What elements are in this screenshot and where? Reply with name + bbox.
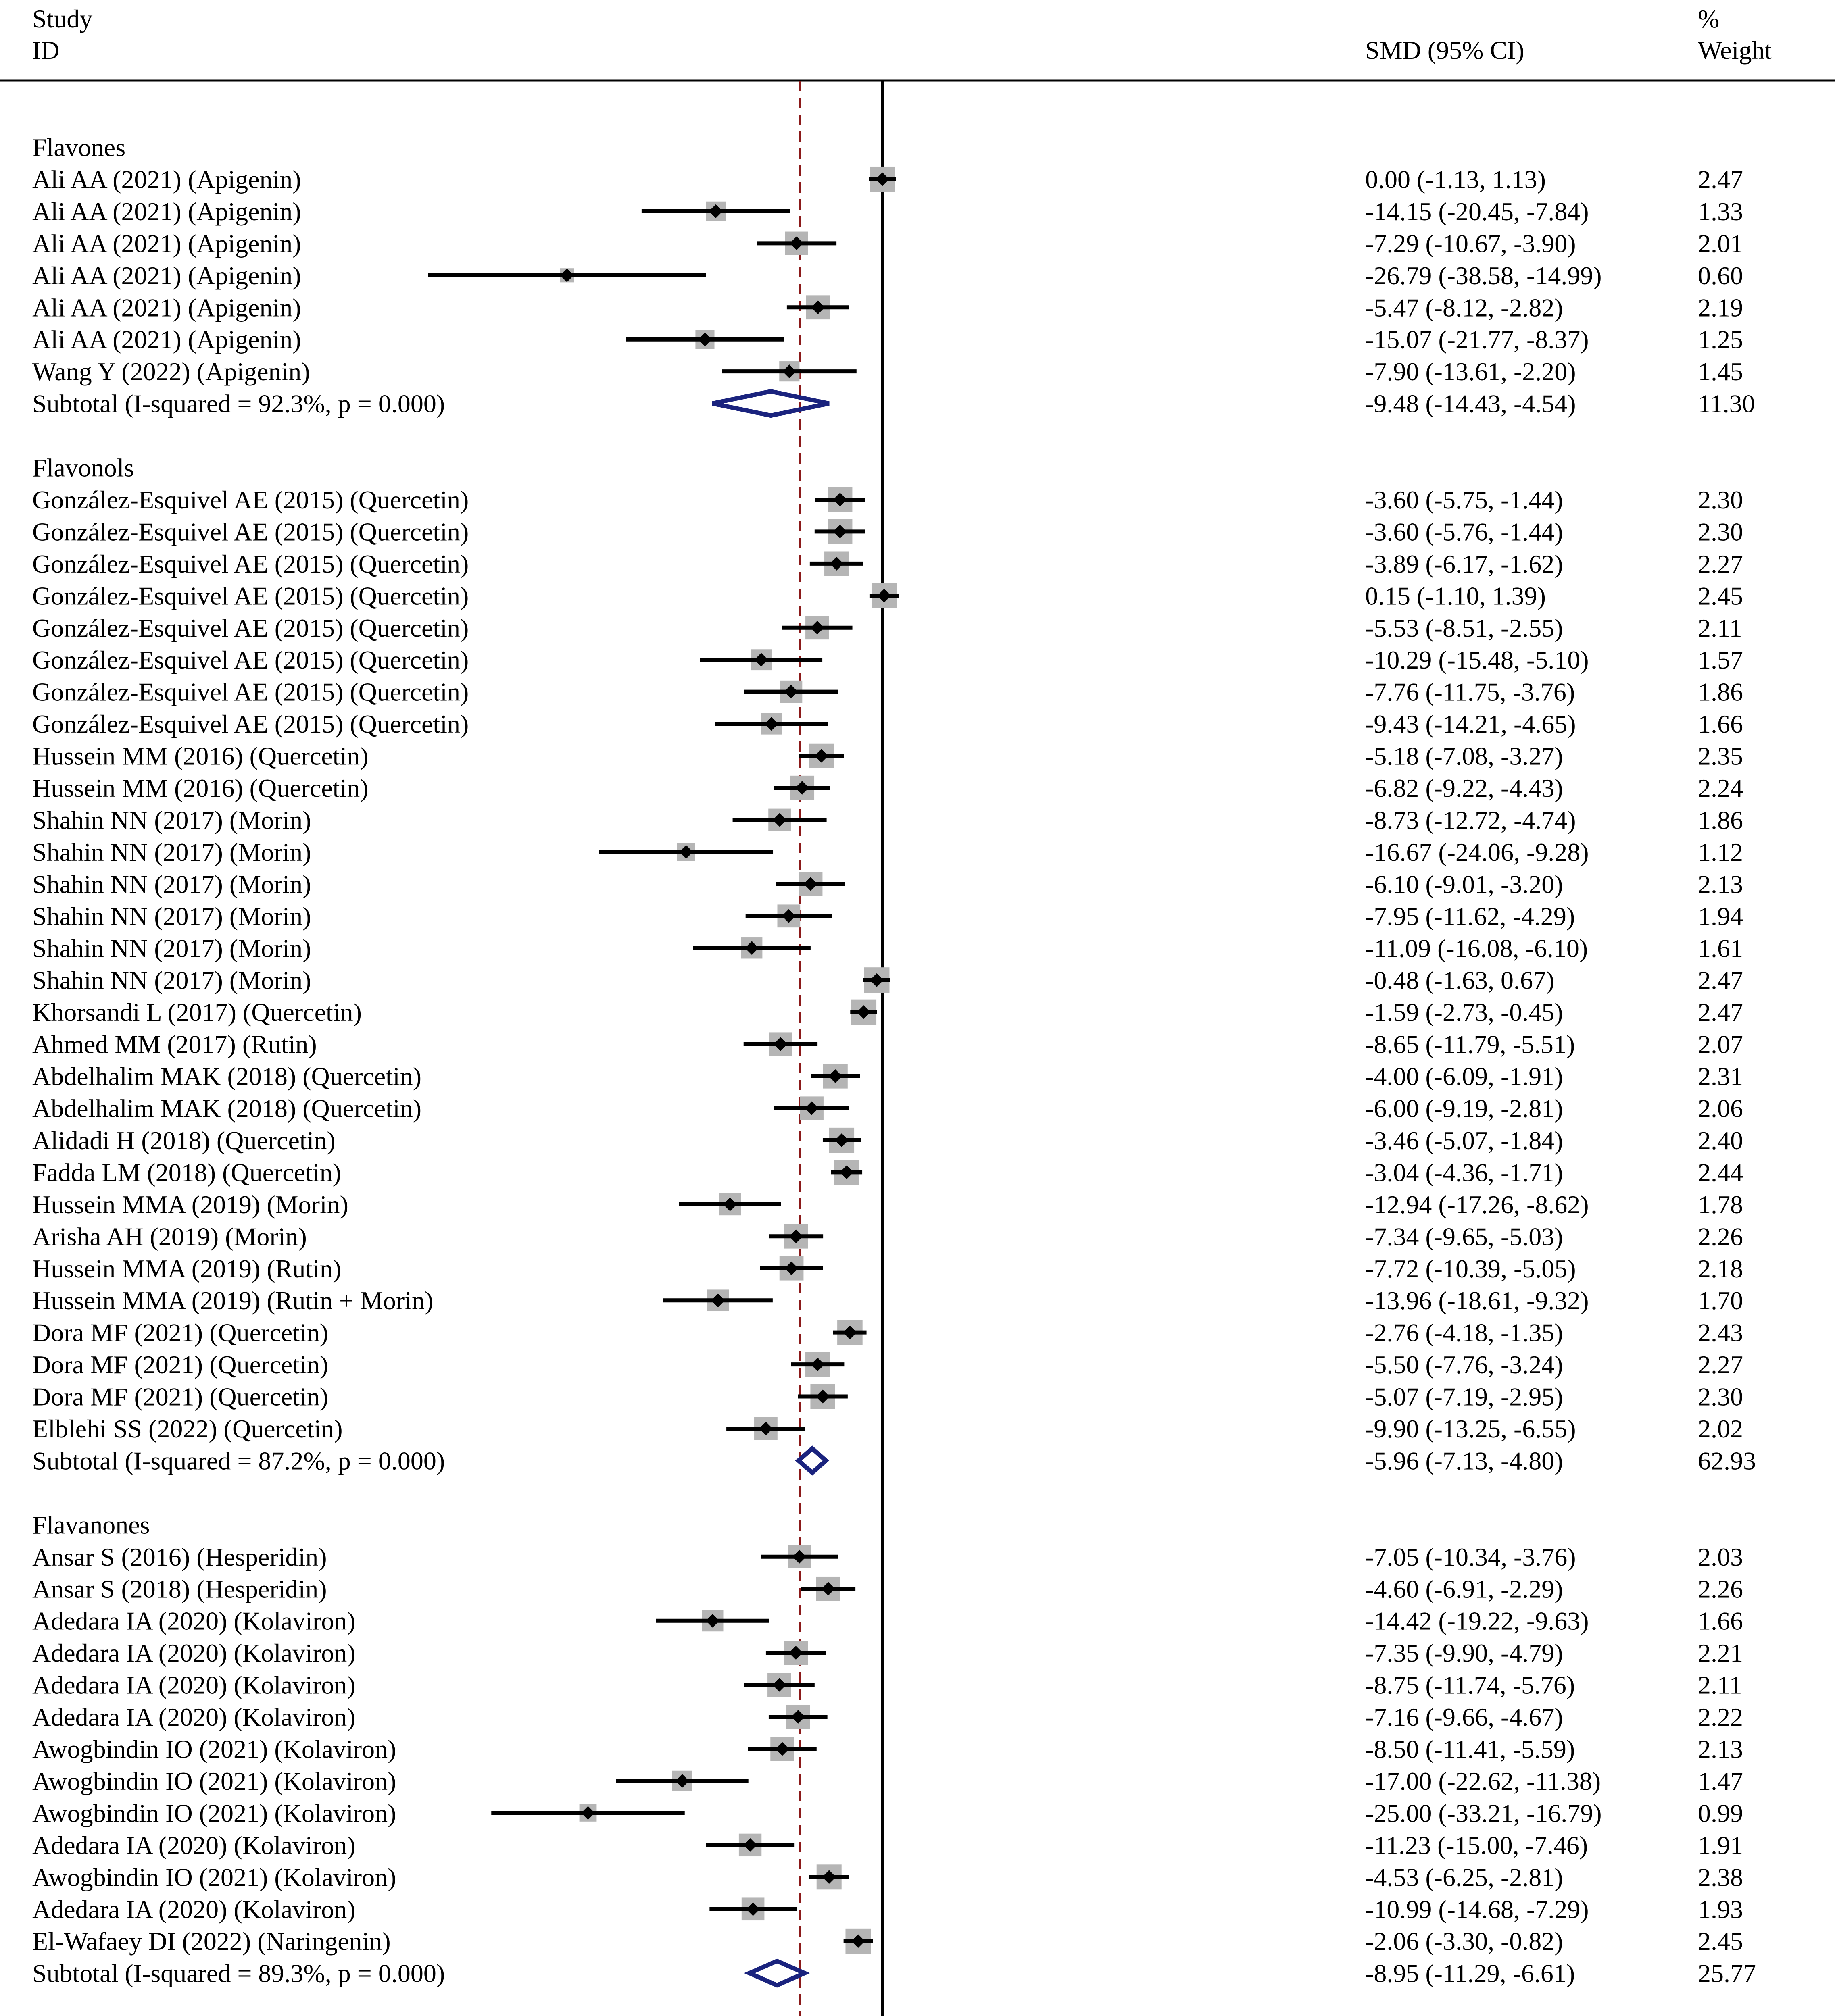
study-ci: -6.00 (-9.19, -2.81) [1365, 1094, 1563, 1123]
study-label: El-Wafaey DI (2022) (Naringenin) [32, 1927, 391, 1956]
study-label: Ansar S (2018) (Hesperidin) [32, 1574, 327, 1604]
study-weight: 1.70 [1698, 1286, 1743, 1315]
study-ci: -0.48 (-1.63, 0.67) [1365, 966, 1555, 995]
study-label: Dora MF (2021) (Quercetin) [32, 1318, 328, 1347]
subtotal-weight: 25.77 [1698, 1959, 1756, 1988]
header-study: Study [32, 4, 93, 33]
study-label: González-Esquivel AE (2015) (Quercetin) [32, 710, 469, 739]
study-ci: -8.50 (-11.41, -5.59) [1365, 1735, 1575, 1764]
study-label: Ali AA (2021) (Apigenin) [32, 261, 301, 290]
study-ci: -7.16 (-9.66, -4.67) [1365, 1703, 1563, 1732]
header-percent: % [1698, 4, 1720, 33]
study-weight: 2.27 [1698, 1350, 1743, 1379]
study-weight: 1.66 [1698, 1606, 1743, 1635]
study-weight: 2.38 [1698, 1863, 1743, 1892]
study-ci: -12.94 (-17.26, -8.62) [1365, 1190, 1589, 1219]
study-ci: -8.75 (-11.74, -5.76) [1365, 1670, 1575, 1699]
study-label: Shahin NN (2017) (Morin) [32, 902, 311, 931]
study-label: Ansar S (2016) (Hesperidin) [32, 1542, 327, 1571]
study-label: González-Esquivel AE (2015) (Quercetin) [32, 549, 469, 578]
study-label: Ali AA (2021) (Apigenin) [32, 229, 301, 258]
study-label: Wang Y (2022) (Apigenin) [32, 357, 310, 386]
study-weight: 2.18 [1698, 1254, 1743, 1283]
subtotal-weight: 11.30 [1698, 389, 1755, 418]
header-weight: Weight [1698, 36, 1772, 65]
study-label: Abdelhalim MAK (2018) (Quercetin) [32, 1062, 422, 1091]
study-label: Awogbindin IO (2021) (Kolaviron) [32, 1799, 396, 1828]
study-ci: -4.00 (-6.09, -1.91) [1365, 1062, 1563, 1091]
study-label: Adedara IA (2020) (Kolaviron) [32, 1831, 356, 1860]
study-ci: -7.05 (-10.34, -3.76) [1365, 1542, 1576, 1571]
study-label: Khorsandi L (2017) (Quercetin) [32, 998, 362, 1027]
study-weight: 1.47 [1698, 1766, 1743, 1795]
study-weight: 0.60 [1698, 261, 1743, 290]
study-ci: -3.60 (-5.75, -1.44) [1365, 485, 1563, 514]
study-weight: 2.06 [1698, 1094, 1743, 1123]
header-smd: SMD (95% CI) [1365, 36, 1524, 65]
study-weight: 1.25 [1698, 325, 1743, 354]
study-ci: -7.29 (-10.67, -3.90) [1365, 229, 1576, 258]
study-ci: -6.10 (-9.01, -3.20) [1365, 870, 1563, 899]
study-ci: -2.06 (-3.30, -0.82) [1365, 1927, 1563, 1956]
subtotal-label: Subtotal (I-squared = 87.2%, p = 0.000) [32, 1446, 445, 1475]
study-label: Shahin NN (2017) (Morin) [32, 934, 311, 963]
group-label: Flavonols [32, 453, 134, 482]
study-weight: 2.43 [1698, 1318, 1743, 1347]
study-ci: -5.50 (-7.76, -3.24) [1365, 1350, 1563, 1379]
study-label: González-Esquivel AE (2015) (Quercetin) [32, 646, 469, 675]
study-label: Awogbindin IO (2021) (Kolaviron) [32, 1766, 396, 1795]
study-ci: -7.34 (-9.65, -5.03) [1365, 1222, 1563, 1251]
study-weight: 2.24 [1698, 774, 1743, 802]
study-weight: 1.86 [1698, 677, 1743, 706]
study-weight: 2.31 [1698, 1062, 1743, 1091]
subtotal-weight: 62.93 [1698, 1446, 1756, 1475]
study-weight: 2.07 [1698, 1030, 1743, 1059]
study-ci: -4.53 (-6.25, -2.81) [1365, 1863, 1563, 1892]
study-weight: 2.11 [1698, 613, 1742, 642]
study-ci: -3.04 (-4.36, -1.71) [1365, 1158, 1563, 1187]
study-weight: 1.78 [1698, 1190, 1743, 1219]
study-weight: 2.02 [1698, 1414, 1743, 1443]
study-ci: -9.90 (-13.25, -6.55) [1365, 1414, 1576, 1443]
study-ci: -11.23 (-15.00, -7.46) [1365, 1831, 1588, 1860]
study-label: Shahin NN (2017) (Morin) [32, 966, 311, 995]
study-ci: -16.67 (-24.06, -9.28) [1365, 837, 1589, 866]
study-label: Dora MF (2021) (Quercetin) [32, 1350, 328, 1379]
study-label: Hussein MMA (2019) (Rutin) [32, 1254, 342, 1283]
study-label: Dora MF (2021) (Quercetin) [32, 1382, 328, 1411]
study-ci: -7.35 (-9.90, -4.79) [1365, 1639, 1563, 1668]
study-ci: 0.15 (-1.10, 1.39) [1365, 581, 1546, 610]
study-ci: -26.79 (-38.58, -14.99) [1365, 261, 1602, 290]
study-weight: 2.45 [1698, 1927, 1743, 1956]
study-weight: 2.21 [1698, 1639, 1743, 1668]
study-label: González-Esquivel AE (2015) (Quercetin) [32, 581, 469, 610]
study-weight: 2.30 [1698, 485, 1743, 514]
study-weight: 1.61 [1698, 934, 1743, 963]
study-ci: -7.90 (-13.61, -2.20) [1365, 357, 1576, 386]
study-ci: -8.73 (-12.72, -4.74) [1365, 806, 1576, 835]
study-weight: 2.11 [1698, 1670, 1742, 1699]
study-ci: -7.76 (-11.75, -3.76) [1365, 677, 1575, 706]
study-weight: 1.91 [1698, 1831, 1743, 1860]
study-label: Hussein MM (2016) (Quercetin) [32, 774, 369, 802]
group-label: Flavones [32, 133, 126, 162]
study-label: Ali AA (2021) (Apigenin) [32, 325, 301, 354]
study-ci: -9.43 (-14.21, -4.65) [1365, 710, 1576, 739]
study-ci: -1.59 (-2.73, -0.45) [1365, 998, 1563, 1027]
study-label: Fadda LM (2018) (Quercetin) [32, 1158, 341, 1187]
study-ci: -13.96 (-18.61, -9.32) [1365, 1286, 1589, 1315]
study-ci: -5.07 (-7.19, -2.95) [1365, 1382, 1563, 1411]
study-weight: 2.26 [1698, 1222, 1743, 1251]
study-ci: -2.76 (-4.18, -1.35) [1365, 1318, 1563, 1347]
study-ci: -7.95 (-11.62, -4.29) [1365, 902, 1575, 931]
study-weight: 1.66 [1698, 710, 1743, 739]
study-weight: 2.35 [1698, 741, 1743, 771]
study-label: Hussein MMA (2019) (Morin) [32, 1190, 348, 1219]
study-weight: 2.27 [1698, 549, 1743, 578]
study-ci: 0.00 (-1.13, 1.13) [1365, 165, 1546, 194]
study-label: Shahin NN (2017) (Morin) [32, 837, 311, 866]
study-ci: -7.72 (-10.39, -5.05) [1365, 1254, 1576, 1283]
study-label: Shahin NN (2017) (Morin) [32, 806, 311, 835]
study-weight: 2.44 [1698, 1158, 1743, 1187]
group-label: Flavanones [32, 1510, 150, 1539]
subtotal-ci: -8.95 (-11.29, -6.61) [1365, 1959, 1575, 1988]
study-weight: 1.57 [1698, 646, 1743, 675]
study-label: Abdelhalim MAK (2018) (Quercetin) [32, 1094, 422, 1123]
study-ci: -8.65 (-11.79, -5.51) [1365, 1030, 1575, 1059]
study-weight: 2.47 [1698, 998, 1743, 1027]
study-ci: -14.42 (-19.22, -9.63) [1365, 1606, 1589, 1635]
study-weight: 2.01 [1698, 229, 1743, 258]
study-label: Arisha AH (2019) (Morin) [32, 1222, 307, 1251]
study-label: Adedara IA (2020) (Kolaviron) [32, 1639, 356, 1668]
study-ci: -10.99 (-14.68, -7.29) [1365, 1895, 1589, 1924]
study-weight: 2.03 [1698, 1542, 1743, 1571]
study-ci: -4.60 (-6.91, -2.29) [1365, 1574, 1563, 1604]
study-weight: 2.47 [1698, 966, 1743, 995]
study-weight: 2.30 [1698, 1382, 1743, 1411]
study-label: Shahin NN (2017) (Morin) [32, 870, 311, 899]
study-weight: 1.12 [1698, 837, 1743, 866]
study-weight: 2.26 [1698, 1574, 1743, 1604]
study-weight: 0.99 [1698, 1799, 1743, 1828]
subtotal-ci: -9.48 (-14.43, -4.54) [1365, 389, 1576, 418]
subtotal-label: Subtotal (I-squared = 92.3%, p = 0.000) [32, 389, 445, 418]
study-label: Ali AA (2021) (Apigenin) [32, 165, 301, 194]
study-label: Ali AA (2021) (Apigenin) [32, 293, 301, 322]
study-weight: 2.30 [1698, 517, 1743, 546]
study-weight: 2.13 [1698, 1735, 1743, 1764]
study-weight: 1.94 [1698, 902, 1743, 931]
study-ci: -14.15 (-20.45, -7.84) [1365, 197, 1589, 226]
study-ci: -3.60 (-5.76, -1.44) [1365, 517, 1563, 546]
study-weight: 1.33 [1698, 197, 1743, 226]
study-ci: -3.89 (-6.17, -1.62) [1365, 549, 1563, 578]
study-ci: -25.00 (-33.21, -16.79) [1365, 1799, 1602, 1828]
header-id: ID [32, 36, 60, 65]
study-label: González-Esquivel AE (2015) (Quercetin) [32, 517, 469, 546]
study-weight: 2.13 [1698, 870, 1743, 899]
study-ci: -5.47 (-8.12, -2.82) [1365, 293, 1563, 322]
study-label: Awogbindin IO (2021) (Kolaviron) [32, 1735, 396, 1764]
study-weight: 2.47 [1698, 165, 1743, 194]
study-label: Adedara IA (2020) (Kolaviron) [32, 1703, 356, 1732]
study-label: Alidadi H (2018) (Quercetin) [32, 1126, 336, 1155]
study-ci: -17.00 (-22.62, -11.38) [1365, 1766, 1601, 1795]
study-ci: -10.29 (-15.48, -5.10) [1365, 646, 1589, 675]
study-ci: -11.09 (-16.08, -6.10) [1365, 934, 1588, 963]
study-ci: -5.53 (-8.51, -2.55) [1365, 613, 1563, 642]
study-weight: 2.19 [1698, 293, 1743, 322]
study-label: Awogbindin IO (2021) (Kolaviron) [32, 1863, 396, 1892]
study-label: Ali AA (2021) (Apigenin) [32, 197, 301, 226]
study-ci: -6.82 (-9.22, -4.43) [1365, 774, 1563, 802]
study-ci: -15.07 (-21.77, -8.37) [1365, 325, 1589, 354]
study-label: Ahmed MM (2017) (Rutin) [32, 1030, 317, 1059]
study-weight: 1.45 [1698, 357, 1743, 386]
study-label: González-Esquivel AE (2015) (Quercetin) [32, 485, 469, 514]
study-weight: 1.93 [1698, 1895, 1743, 1924]
subtotal-label: Subtotal (I-squared = 89.3%, p = 0.000) [32, 1959, 445, 1988]
study-weight: 2.40 [1698, 1126, 1743, 1155]
study-weight: 2.45 [1698, 581, 1743, 610]
study-label: Adedara IA (2020) (Kolaviron) [32, 1606, 356, 1635]
study-label: González-Esquivel AE (2015) (Quercetin) [32, 677, 469, 706]
subtotal-ci: -5.96 (-7.13, -4.80) [1365, 1446, 1563, 1475]
study-weight: 2.22 [1698, 1703, 1743, 1732]
study-label: Hussein MM (2016) (Quercetin) [32, 741, 369, 771]
study-label: Adedara IA (2020) (Kolaviron) [32, 1670, 356, 1699]
study-label: Adedara IA (2020) (Kolaviron) [32, 1895, 356, 1924]
study-label: Elblehi SS (2022) (Quercetin) [32, 1414, 343, 1443]
study-label: Hussein MMA (2019) (Rutin + Morin) [32, 1286, 434, 1315]
study-ci: -3.46 (-5.07, -1.84) [1365, 1126, 1563, 1155]
study-ci: -5.18 (-7.08, -3.27) [1365, 741, 1563, 771]
study-weight: 1.86 [1698, 806, 1743, 835]
study-label: González-Esquivel AE (2015) (Quercetin) [32, 613, 469, 642]
